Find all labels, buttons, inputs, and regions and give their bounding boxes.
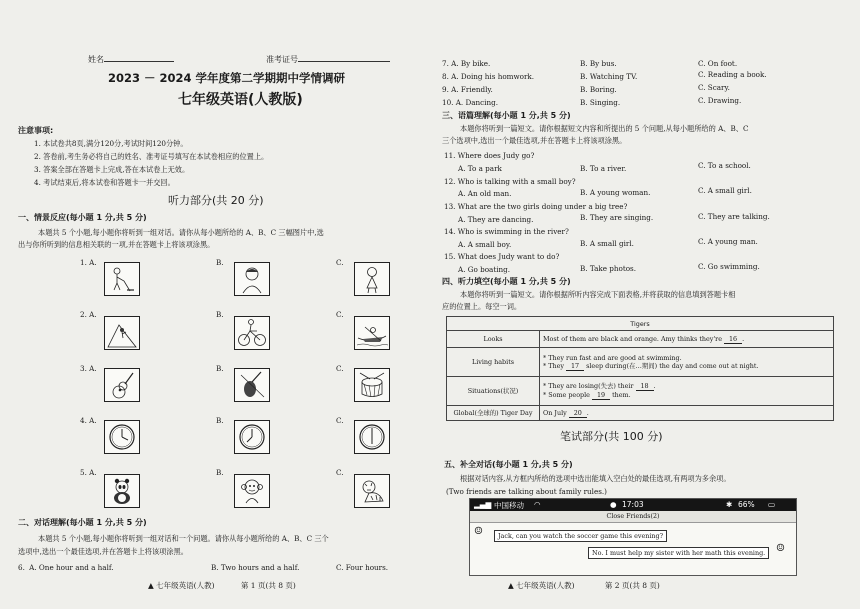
bluetooth-icon: ✱ (726, 500, 733, 509)
section1-heading: 一、情景反应(每小题 1 分,共 5 分) (18, 213, 147, 222)
listening-title: 听力部分(共 20 分) (168, 194, 264, 207)
chat-message-1: Jack, can you watch the soccer game this evening? (494, 530, 667, 542)
question-6 (18, 563, 114, 572)
footer-subject: 七年级英语(人教) (516, 581, 575, 590)
option-a[interactable]: A. To a park (458, 164, 502, 173)
question-text: 14. Who is swimming in the river? (444, 227, 569, 236)
section5-heading: 五、补全对话(每小题 1 分,共 5 分) (444, 460, 573, 469)
avatar-right-icon: ☺ (776, 543, 785, 554)
tiger-picture-icon[interactable] (354, 474, 390, 508)
phone-status-bar (470, 499, 796, 511)
option-b[interactable]: B. Two hours and a half. (211, 563, 300, 572)
question-number: 1. A. (80, 258, 97, 267)
blank-16[interactable]: 16 (724, 335, 742, 344)
option-b[interactable]: B. A small girl. (580, 239, 634, 248)
table-label-situations: Situations(状况) (447, 377, 540, 406)
option-c[interactable]: C. Reading a book. (698, 70, 767, 79)
clock-picture-icon[interactable] (234, 420, 270, 454)
question-number: 6. (18, 563, 25, 572)
option-a[interactable]: 10. A. Dancing. (442, 98, 498, 107)
table-cell-looks: Most of them are black and orange. Amy thinks they're 16 . (540, 331, 834, 348)
sweeping-picture-icon[interactable] (104, 262, 140, 296)
panda-picture-icon[interactable] (104, 474, 140, 508)
name-label: 姓名 (88, 55, 104, 64)
question-text: 13. What are the two girls doing under a big tree? (444, 202, 628, 211)
exam-number-label: 准考证号 (266, 55, 298, 64)
question-number: 2. A. (80, 310, 97, 319)
boat-picture-icon[interactable] (354, 316, 390, 350)
time-label: 17:03 (622, 500, 644, 509)
section4-instructions-2: 应的位置上。每空一词。 (442, 302, 522, 311)
option-a[interactable]: 8. A. Doing his homwork. (442, 72, 535, 81)
section2-instructions-2: 选项中,选出一个最佳选项,并在答题卡上将该项涂黑。 (18, 547, 188, 556)
girl-picture-icon[interactable] (354, 262, 390, 296)
warning-triangle-icon: ▲ (508, 581, 514, 590)
carrier-label: 中国移动 (494, 501, 524, 510)
option-b[interactable]: B. By bus. (580, 59, 617, 68)
chat-message-2: No. I must help my sister with her math this evening. (588, 547, 769, 559)
signal-icon: ▂▄▆ (474, 500, 492, 509)
bicycle-picture-icon[interactable] (234, 316, 270, 350)
table-label-habits: Living habits (447, 348, 540, 377)
blank-20[interactable]: 20 (569, 409, 587, 418)
page-footer (148, 581, 296, 590)
option-b[interactable]: B. Boring. (580, 85, 617, 94)
option-c-label: C. (336, 364, 344, 373)
section4-instructions: 本题你将听到一篇短文。请你根据所听内容完成下面表格,并将获取的信息填到答题卡相 (460, 290, 736, 299)
footer-page-number: 第 1 页(共 8 页) (240, 581, 296, 590)
exam-number-field (266, 55, 390, 65)
option-c[interactable]: C. Drawing. (698, 96, 742, 105)
violin-picture-icon[interactable] (234, 368, 270, 402)
option-c[interactable]: C. To a school. (698, 161, 751, 170)
option-c[interactable]: C. Scary. (698, 83, 730, 92)
lock-icon: ● (610, 500, 617, 509)
question-text: 12. Who is talking with a small boy? (444, 177, 576, 186)
warning-triangle-icon: ▲ (148, 581, 154, 590)
footer-page-number: 第 2 页(共 8 页) (604, 581, 660, 590)
phone-chat-screenshot (469, 498, 797, 576)
section1-instructions: 本题共 5 个小题,每小题你将听到一组对话。请你从每小题所给的 A、B、C 三幅图片中,选 (38, 228, 324, 237)
section2-instructions: 本题共 5 个小题,每小题你将听到一组对话和一个问题。请你从每小题所给的 A、B、C 三个 (38, 534, 329, 543)
footer-subject: 七年级英语(人教) (156, 581, 215, 590)
note-item: 1. 本试卷共8页,满分120分,考试时间120分钟。 (34, 139, 188, 148)
avatar-left-icon: ☺ (474, 526, 483, 537)
table-cell-situations: * They are losing(失去) their 18 . * Some people 19 them. (540, 377, 834, 406)
question-text: 15. What does Judy want to do? (444, 252, 560, 261)
battery-label: 66% (738, 500, 755, 509)
option-a[interactable]: A. Go boating. (458, 265, 511, 274)
table-label-global: Global(全球的) Tiger Day (447, 406, 540, 421)
option-b-label: B. (216, 258, 224, 267)
option-b[interactable]: B. To a river. (580, 164, 627, 173)
option-c-label: C. (336, 310, 344, 319)
option-a[interactable]: 7. A. By bike. (442, 59, 491, 68)
name-field (88, 55, 174, 65)
option-a[interactable]: 9. A. Friendly. (442, 85, 493, 94)
clock-picture-icon[interactable] (104, 420, 140, 454)
option-c[interactable]: C. On foot. (698, 59, 738, 68)
exam-subject: 七年级英语(人教版) (178, 92, 303, 108)
option-c-label: C. (336, 416, 344, 425)
monkey-picture-icon[interactable] (234, 474, 270, 508)
option-a[interactable]: A. A small boy. (458, 240, 512, 249)
written-title: 笔试部分(共 100 分) (560, 430, 663, 443)
option-b-label: B. (216, 364, 224, 373)
option-c-label: C. (336, 258, 344, 267)
section3-instructions: 本题你将听到一篇短文。请你根据短文内容和所提出的 5 个问题,从每小题所给的 A、B、C (460, 124, 749, 133)
section5-context: (Two friends are talking about family rules.) (446, 487, 607, 496)
drum-picture-icon[interactable] (354, 368, 390, 402)
note-item: 2. 答卷前,考生务必将自己的姓名、准考证号填写在本试卷相应的位置上。 (34, 152, 269, 161)
section1-instructions-2: 出与你所听到的信息相关联的一项,并在答题卡上将该项涂黑。 (18, 240, 215, 249)
page-1 (18, 0, 418, 609)
option-b[interactable]: B. Watching TV. (580, 72, 638, 81)
page-footer (508, 581, 660, 590)
option-c[interactable]: C. Four hours. (336, 563, 389, 572)
option-b[interactable]: B. A young woman. (580, 188, 651, 197)
table-label-looks: Looks (447, 331, 540, 348)
tigers-table (446, 316, 834, 421)
option-b[interactable]: B. They are singing. (580, 213, 654, 222)
blank-18[interactable]: 18 (636, 382, 654, 391)
note-item: 3. 答案全部在答题卡上完成,答在本试卷上无效。 (34, 165, 190, 174)
boy-portrait-picture-icon[interactable] (234, 262, 270, 296)
question-text: 11. Where does Judy go? (444, 151, 535, 160)
guitar-picture-icon[interactable] (104, 368, 140, 402)
option-b-label: B. (216, 310, 224, 319)
option-c[interactable]: C. A small girl. (698, 186, 752, 195)
chat-title: Close Friends(2) (470, 511, 796, 523)
note-item: 4. 考试结束后,将本试卷和答题卡一并交回。 (34, 178, 175, 187)
wifi-icon: ◠ (534, 500, 541, 509)
option-b-label: B. (216, 416, 224, 425)
clock-picture-icon[interactable] (354, 420, 390, 454)
option-c[interactable]: C. Go swimming. (698, 262, 760, 271)
option-a[interactable]: A. An old man. (458, 189, 512, 198)
battery-icon: ▭ (768, 500, 776, 509)
option-c[interactable]: C. They are talking. (698, 212, 770, 221)
blank-17[interactable]: 17 (566, 362, 584, 371)
section2-heading: 二、对话理解(每小题 1 分,共 5 分) (18, 518, 147, 527)
table-cell-habits: * They run fast and are good at swimming. * They 17 sleep during(在…期间) the day and come out at night. (540, 348, 834, 377)
climbing-picture-icon[interactable] (104, 316, 140, 350)
option-b[interactable]: B. Singing. (580, 98, 621, 107)
option-b[interactable]: B. Take photos. (580, 264, 637, 273)
section4-heading: 四、听力填空(每小题 1 分,共 5 分) (442, 277, 571, 286)
notes-heading: 注意事项: (18, 126, 54, 135)
question-number: 3. A. (80, 364, 97, 373)
option-c[interactable]: C. A young man. (698, 237, 758, 246)
option-b-label: B. (216, 468, 224, 477)
option-a[interactable]: A. They are dancing. (458, 215, 534, 224)
question-number: 4. A. (80, 416, 97, 425)
table-cell-global: On July 20 . (540, 406, 834, 421)
exam-title: 2023 － 2024 学年度第二学期期中学情调研 (108, 71, 346, 85)
section3-instructions-2: 三个选项中,选出一个最佳选项,并在答题卡上将该项涂黑。 (442, 136, 627, 145)
option-a[interactable]: A. One hour and a half. (29, 563, 114, 572)
section5-instructions: 根据对话内容,从方框内所给的选项中选出能填入空白处的最佳选项,有两项为多余项。 (460, 474, 731, 483)
table-title: Tigers (447, 317, 834, 331)
section3-heading: 三、语篇理解(每小题 1 分,共 5 分) (442, 111, 571, 120)
option-c-label: C. (336, 468, 344, 477)
question-number: 5. A. (80, 468, 97, 477)
blank-19[interactable]: 19 (592, 391, 610, 400)
